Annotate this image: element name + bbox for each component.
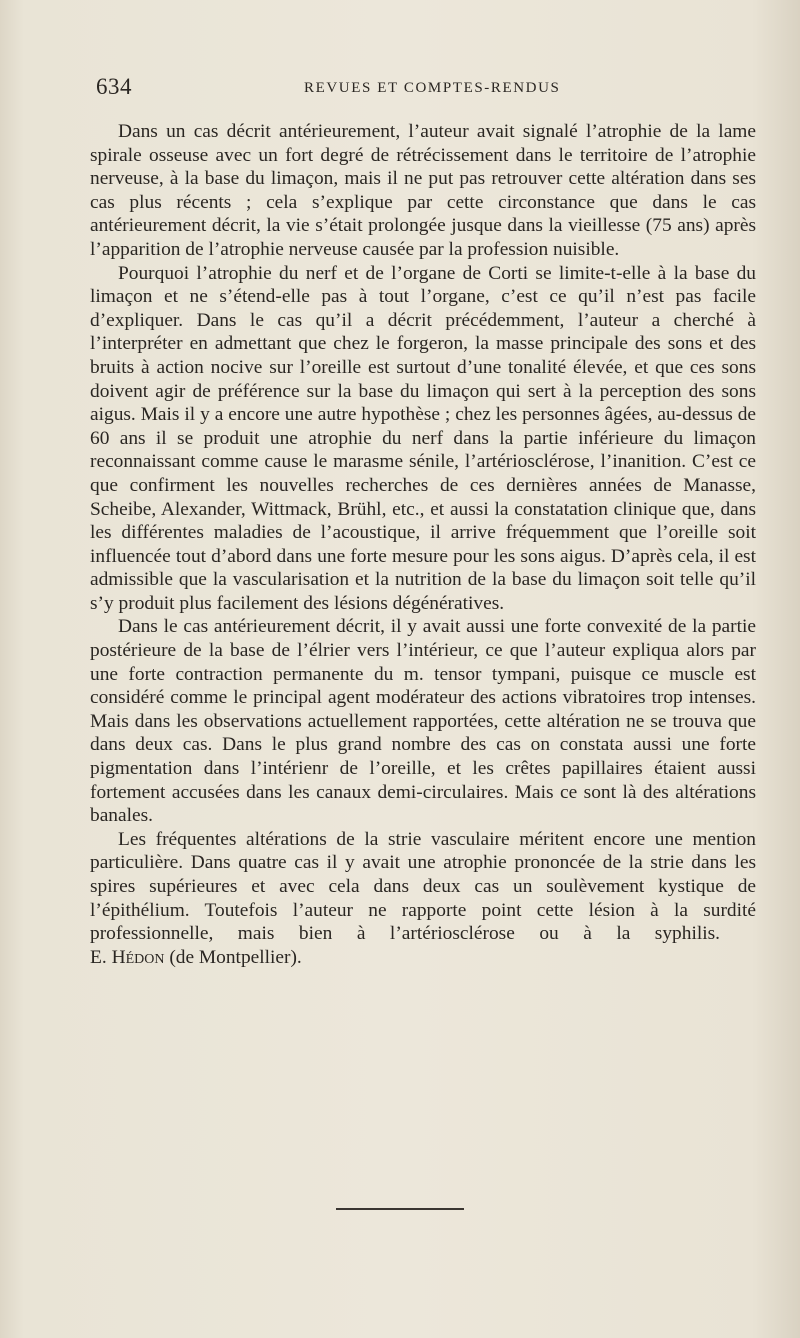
page-header [96,74,760,104]
running-head: REVUES ET COMPTES-RENDUS [304,80,561,96]
paragraph-text: Les fréquentes altérations de la strie vasculaire méritent encore une mention particulière. Dans quatre cas il y avait une atrophie prononcée de la strie dans les spires supérieures et avec cela dans deux cas un soulèvement kystique de l’épithélium. Toutefois l’auteur ne rapporte point cette lésion à la surdité professionnelle, mais bien à l’artériosclérose ou à la syphilis. [90,828,756,945]
page-number: 634 [96,74,132,99]
paragraph: Dans le cas antérieurement décrit, il y avait aussi une forte convexité de la partie postérieure de la base de l’élrier vers l’intérieur, ce que l’auteur expliqua alors par une forte contraction permanente du m. tensor tympani, puisque ce muscle est considéré comme le principal agent modérateur des actions vibratoires trop intenses. Mais dans les observations actuellement rapportées, cette altération ne se trouva que dans deux cas. Dans le plus grand nombre des cas on constata aussi une forte pigmentation dans l’intérienr de l’oreille, et les crêtes papillaires étaient aussi fortement accusées dans les canaux demi-circulaires. Mais ce sont là des altérations banales. [90,616,756,827]
article-body [90,120,756,969]
signature-name: Hédon [111,946,165,968]
paragraph-with-signature [90,828,756,970]
paragraph: Pourquoi l’atrophie du nerf et de l’organe de Corti se limite-t-elle à la base du limaçon et ne s’étend-elle pas à tout l’organe, c’est ce qu’il n’est pas facile d’expliquer. Dans le cas qu’il a décrit précédemment, l’auteur a cherché à l’interpréter en admettant que chez le forgeron, la masse principale des sons et des bruits à action nocive sur l’oreille est surtout d’une tonalité élevée, et que ces sons doivent agir de préférence sur la base du limaçon qui sert à la perception des sons aigus. Mais il y a encore une autre hypothèse ; chez les personnes âgées, au-dessus de 60 ans il se produit une atrophie du nerf dans la partie inférieure du limaçon reconnaissant comme cause le marasme sénile, l’artériosclérose, l’inanition. C’est ce que confirment les nouvelles recherches de ces dernières années de Manasse, Scheibe, Alexander, Wittmack, Brühl, etc., et aussi la constatation clinique que, dans les différentes maladies de l’acoustique, il arrive fréquemment que l’oreille soit influencée tout d’abord dans une forte mesure pour les sons aigus. D’après cela, il est admissible que la vascularisation et la nutrition de la base du limaçon soit telle qu’il s’y produit plus facilement des lésions dégénératives. [90,262,756,614]
signature-initial: E. [90,946,107,968]
paragraph: Dans un cas décrit antérieurement, l’auteur avait signalé l’atrophie de la lame spirale osseuse avec un fort degré de rétrécissement dans le territoire de l’atrophie nerveuse, à la base du limaçon, mais il ne put pas retrouver cette altération dans ses cas plus récents ; cela s’explique par cette circonstance que dans le cas antérieurement décrit, la vie s’était prolongée jusque dans la vieillesse (75 ans) après l’apparition de l’atrophie nerveuse causée par la profession nuisible. [90,121,756,260]
section-divider [336,1208,464,1210]
signature [90,947,302,968]
signature-place: (de Montpellier). [169,946,302,968]
